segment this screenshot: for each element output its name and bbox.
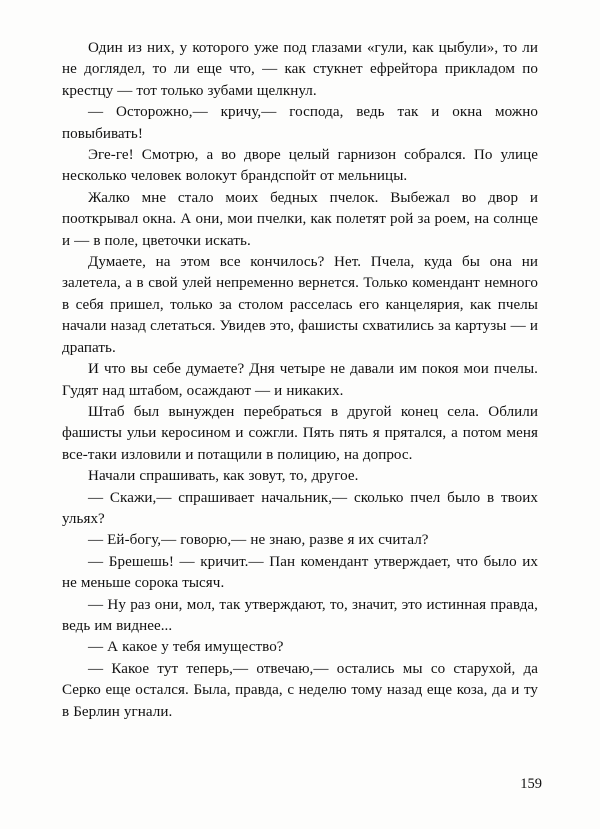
paragraph: — Какое тут теперь,— отвечаю,— остались мы со старухой, да Серко еще остался. Была, правда, с неделю тому назад еще коза, да и ту в Берлин угнали. — [62, 660, 538, 720]
paragraph: И что вы себе думаете? Дня четыре не давали им покоя мои пчелы. Гудят над штабом, осаждают — и никаких. — [62, 361, 538, 399]
paragraph: — Брешешь! — кричит.— Пан комендант утверждает, что было их не меньше сорока тысяч. — [62, 553, 538, 592]
paragraph: — Скажи,— спрашивает начальник,— сколько пчел было в твоих ульях? — [62, 489, 538, 527]
paragraph: Один из них, у которого уже под глазами «гули, как цыбули», то ли не доглядел, то ли еще что, — как стукнет ефрейтора прикладом по крестцу — тот только зубами щелкнул. — [62, 40, 538, 99]
paragraph: — Ей-богу,— говорю,— не знаю, разве я их считал? — [88, 532, 429, 549]
page-number: 159 — [520, 776, 542, 792]
paragraph: — А какое у тебя имущество? — [88, 639, 284, 656]
paragraph: — Ну раз они, мол, так утверждают, то, значит, это истинная правда, ведь им виднее... — [62, 596, 538, 634]
page-body-text — [62, 38, 538, 723]
paragraph: Начали спрашивать, как зовут, то, другое. — [88, 468, 359, 485]
paragraph: Эге-ге! Смотрю, а во дворе целый гарнизон собрался. По улице несколько человек волокут брандспойт от мельницы. — [62, 147, 538, 185]
paragraph: Штаб был вынужден перебраться в другой конец села. Облили фашисты ульи керосином и сожгли. Пять пять я прятался, а потом меня все-таки изловили и потащили в полицию, на допрос. — [62, 403, 538, 463]
paragraph: Жалко мне стало моих бедных пчелок. Выбежал во двор и пооткрывал окна. А они, мои пчелки, как полетят рой за роем, на солнце и — в поле, цветочки искать. — [62, 189, 538, 249]
paragraph: Думаете, на этом все кончилось? Нет. Пчела, куда бы она ни залетела, а в свой улей непременно вернется. Только комендант немного в себя пришел, только за столом расселась его канцелярия, как пчелы начали назад слетаться. Увидев это, фашисты схватились за картузы — и драпать. — [62, 254, 538, 356]
paragraph: — Осторожно,— кричу,— господа, ведь так и окна можно повыбивать! — [62, 104, 538, 142]
